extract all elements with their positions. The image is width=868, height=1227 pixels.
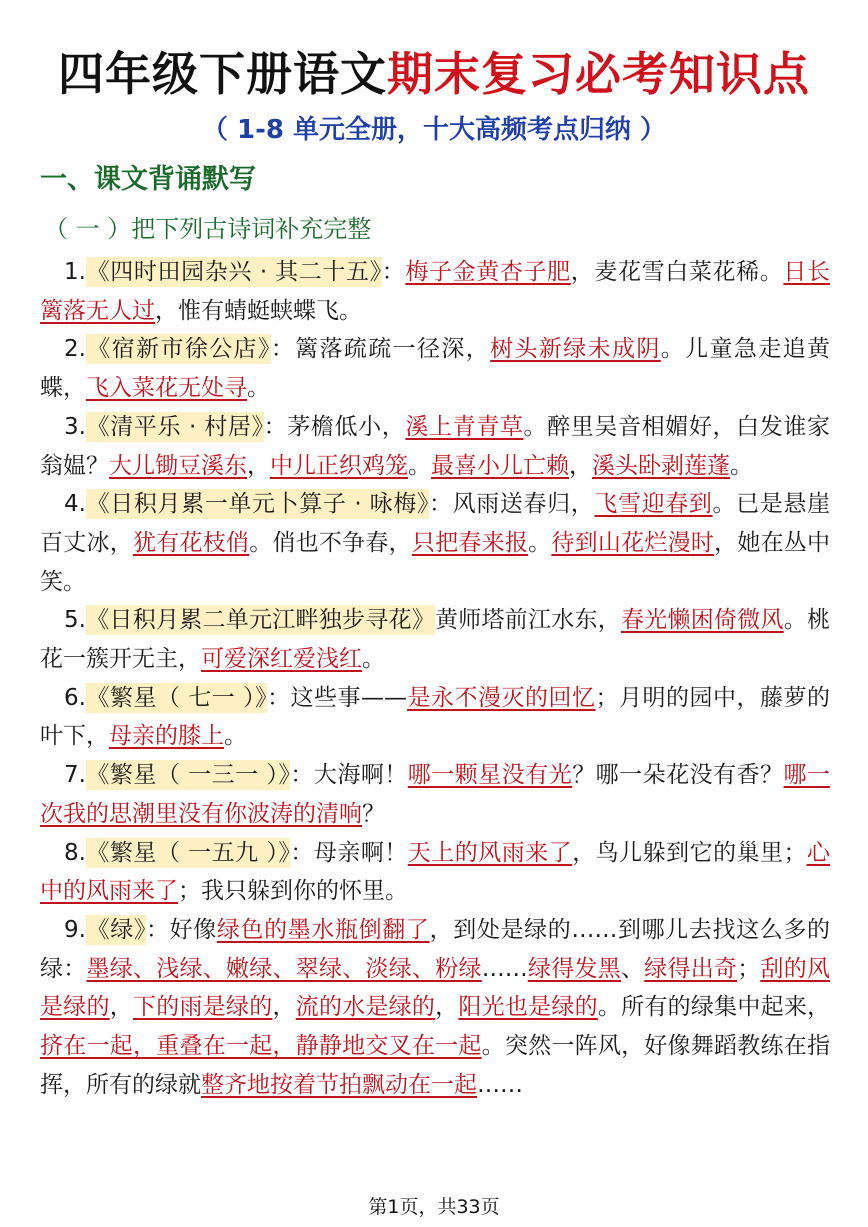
answer-text: 是永不漫灭的回忆 (407, 684, 596, 711)
list-item (40, 601, 830, 678)
page-subtitle: （ 1-8 单元全册，十大高频考点归纳 ） (201, 115, 667, 145)
answer-text: 阳光也是绿的 (458, 994, 598, 1021)
body-text: 。醉里吴音相媚好，白发谁家翁媪？ (40, 413, 831, 479)
answer-text: 绿得发黑 (527, 955, 621, 982)
body-text: 黄师塔前江水东， (434, 607, 621, 634)
body-text: 2. (64, 336, 86, 363)
answer-text: 天上的风雨来了 (407, 839, 573, 866)
poem-source: 《日积月累一单元卜算子 · 咏梅》 (85, 491, 430, 518)
body-text: 。已是悬崖百丈冰， (40, 491, 831, 556)
body-text: …… (477, 1071, 523, 1098)
body-text: ：大海啊！ (290, 762, 408, 789)
body-text: ， (109, 994, 133, 1021)
list-item (40, 911, 830, 1105)
body-text: ；我只躲到你的怀里。 (178, 878, 408, 905)
body-text: 3. (64, 413, 86, 440)
answer-text: 哪一次我的思潮里没有你波涛的清响 (40, 762, 831, 827)
poem-source: 《日积月累二单元江畔独步寻花》 (85, 607, 435, 634)
body-text: ： (381, 259, 406, 285)
poem-source: 《繁星（ 一三一 ）》 (85, 762, 291, 789)
page-number: 第1页，共33页 (368, 1196, 500, 1218)
body-text: ； (737, 955, 761, 982)
answer-text: 绿色的墨水瓶倒翻了 (216, 916, 430, 943)
body-text: 。所有的绿集中起来， (597, 994, 831, 1021)
body-text: ：母亲啊！ (290, 839, 408, 866)
body-text: 1. (64, 259, 86, 285)
poem-source: 《繁星（ 七一 ）》 (85, 684, 268, 711)
body-text: 。俏也不争春， (249, 529, 412, 556)
body-text: 。 (408, 452, 431, 479)
body-text: ：好像 (145, 916, 217, 943)
body-text: 。 (224, 723, 247, 750)
body-text: 5. (64, 607, 86, 634)
answer-text: 大儿锄豆溪东 (109, 452, 247, 479)
body-text: ；月明的园中，藤萝的叶下， (40, 684, 831, 750)
poem-source: 《绿》 (85, 916, 146, 943)
answer-text: 整齐地按着节拍飘动在一起 (201, 1071, 477, 1098)
body-text: ， (272, 994, 296, 1021)
answer-text: 溪头卧剥莲蓬 (592, 452, 730, 479)
list-item (40, 756, 830, 833)
answer-text: 墨绿、浅绿、嫩绿、翠绿、淡绿、粉绿 (86, 955, 482, 982)
answer-text: 溪上青青草 (405, 413, 524, 440)
body-text: 9. (64, 916, 86, 943)
answer-text: 春光懒困倚微风 (621, 607, 784, 634)
answer-text: 最喜小儿亡赖 (431, 452, 569, 479)
body-text: 。 (528, 529, 552, 556)
answer-text: 只把春来报 (411, 529, 529, 556)
body-text: …… (481, 955, 528, 982)
body-text: ，到处是绿的……到哪儿去找这么多的绿： (40, 916, 831, 982)
answer-text: 日长篱落无人过 (40, 259, 831, 324)
answer-text: 飞雪迎春到 (594, 491, 713, 518)
title-part-1: 四年级下册语文 (58, 47, 387, 101)
answer-text: 待到山花烂漫时 (551, 529, 715, 556)
recitation-list (40, 253, 830, 1104)
poem-source: 《繁星（ 一五九 ）》 (85, 839, 291, 866)
answer-text: 哪一颗星没有光 (407, 762, 573, 789)
list-item (40, 330, 830, 407)
body-text: ？ (362, 800, 385, 827)
body-text: 4. (64, 491, 86, 518)
body-text: ， (247, 452, 270, 479)
body-text: ，鸟儿躲到它的巢里； (572, 839, 807, 866)
answer-text: 流的水是绿的 (295, 994, 436, 1021)
body-text: ，惟有蜻蜓蛱蝶飞。 (155, 297, 362, 324)
answer-text: 心中的风雨来了 (40, 839, 831, 905)
body-text: 。 (362, 646, 385, 673)
page-title (0, 44, 868, 104)
body-text: 。桃花一簇开无主， (40, 607, 831, 673)
body-text: 。 (730, 452, 753, 479)
list-item (40, 485, 830, 601)
answer-text: 绿得出奇 (644, 955, 738, 982)
list-item (40, 253, 830, 330)
answer-text: 下的雨是绿的 (132, 994, 273, 1021)
body-text: ：风雨送春归， (429, 491, 595, 518)
body-text: ， (569, 452, 592, 479)
answer-text: 中儿正织鸡笼 (270, 452, 408, 479)
section-heading: 一、课文背诵默写 (40, 164, 256, 195)
answer-text: 梅子金黄杏子肥 (405, 259, 571, 285)
poem-source: 《宿新市徐公店》 (85, 336, 271, 363)
body-text: 8. (64, 839, 86, 866)
answer-text: 可爱深红爱浅红 (201, 646, 362, 673)
answer-text: 挤在一起，重叠在一起，静静地交叉在一起 (40, 1033, 482, 1060)
body-text: ，她在丛中笑。 (40, 529, 831, 595)
subsection-heading: （ 一 ）把下列古诗词补充完整 (44, 215, 372, 243)
body-text: 、 (621, 955, 645, 982)
body-text: ：这些事—— (267, 684, 408, 711)
body-text: 。 (247, 375, 270, 402)
body-text: 。突然一阵风，好像舞蹈教练在指挥，所有的绿就 (40, 1033, 831, 1098)
poem-source: 《清平乐 · 村居》 (85, 413, 264, 440)
title-part-2: 期末复习必考知识点 (387, 47, 810, 101)
body-text: ， (435, 994, 459, 1021)
list-item (40, 408, 830, 485)
list-item (40, 834, 830, 911)
body-text: ？哪一朵花没有香？ (572, 762, 784, 789)
answer-text: 树头新绿未成阴 (490, 336, 661, 363)
poem-source: 《四时田园杂兴 · 其二十五》 (85, 259, 382, 285)
body-text: 。儿童急走追黄蝶， (40, 336, 831, 402)
body-text: ，麦花雪白菜花稀。 (570, 259, 784, 285)
answer-text: 飞入菜花无处寻 (86, 375, 247, 402)
answer-text: 母亲的膝上 (109, 723, 224, 750)
body-text: ：茅檐低小， (263, 413, 406, 440)
body-text: 7. (64, 762, 86, 789)
answer-text: 刮的风是绿的 (40, 955, 830, 1021)
body-text: 6. (64, 684, 86, 711)
list-item (40, 679, 830, 756)
answer-text: 犹有花枝俏 (132, 529, 250, 556)
body-text: ：篱落疏疏一径深， (270, 336, 491, 363)
